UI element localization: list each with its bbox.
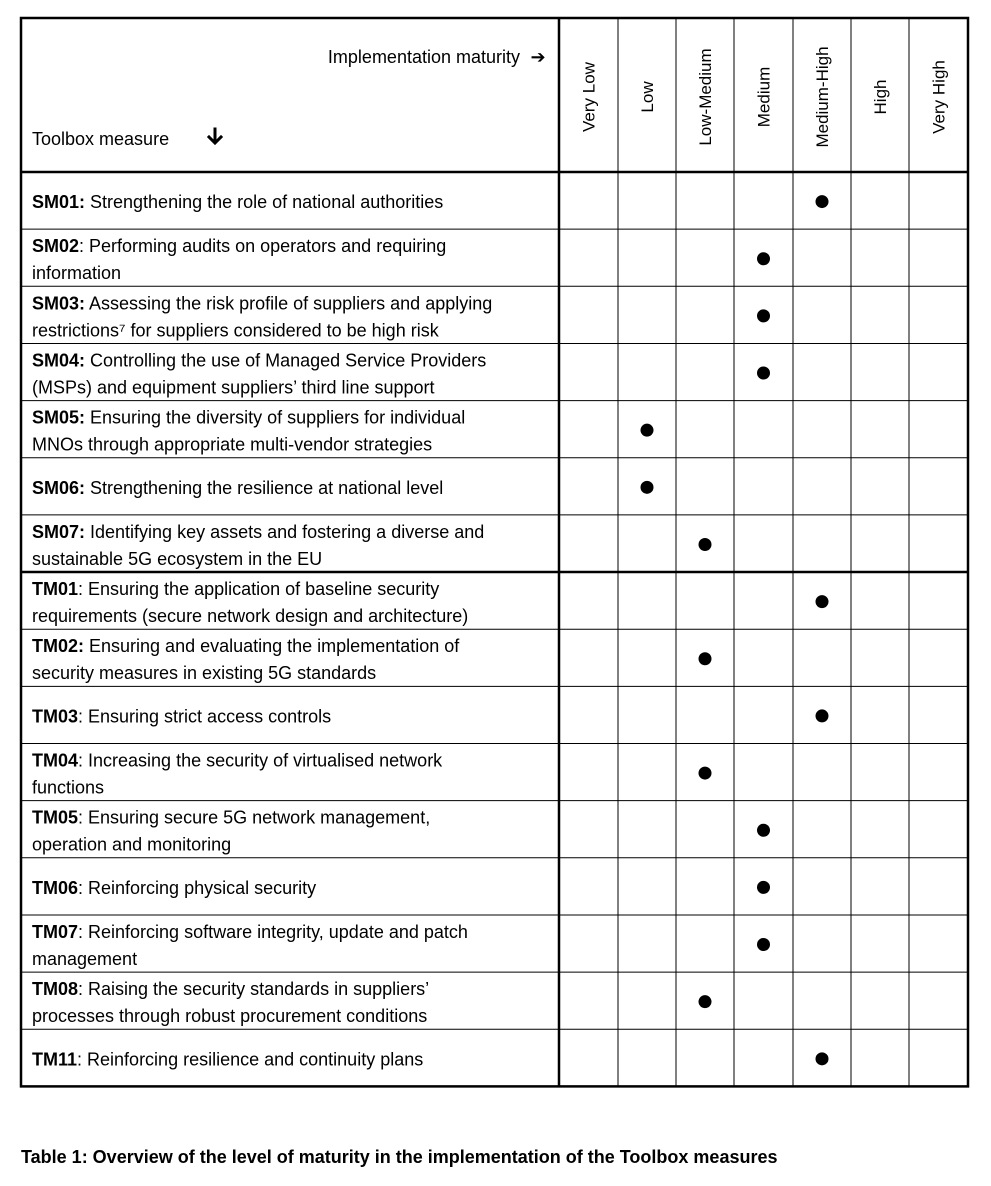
level-header-very-low: Very Low: [579, 62, 599, 132]
maturity-dot: [757, 824, 770, 837]
measure-text: [32, 192, 443, 212]
table-row: [32, 478, 654, 498]
table-row: [32, 636, 712, 683]
measure-text-continued: restrictions⁷ for suppliers considered to be high risk: [32, 320, 439, 341]
maturity-dot: [641, 481, 654, 494]
table-row: [32, 979, 712, 1026]
measure-text: [32, 1049, 423, 1069]
table-row: [32, 293, 770, 340]
measure-code: SM03:: [32, 293, 86, 314]
implementation-maturity-label: [328, 47, 520, 67]
toolbox-measure-text: Toolbox measure: [32, 129, 170, 149]
table-body: [32, 192, 829, 1069]
table-row: [32, 808, 770, 855]
measure-text: [32, 350, 486, 370]
measure-text: [32, 522, 484, 542]
maturity-dot: [757, 881, 770, 894]
maturity-dot: [757, 367, 770, 380]
measure-description: : Ensuring secure 5G network management,: [78, 807, 431, 828]
measure-code: TM01: [32, 579, 79, 600]
table-row: [32, 1049, 829, 1069]
measure-text-continued: sustainable 5G ecosystem in the EU: [32, 548, 323, 569]
measure-description: : Reinforcing software integrity, update and patch: [78, 921, 468, 942]
table-row: [32, 408, 654, 455]
table-caption: Table 1: Overview of the level of maturity in the implementation of the Toolbox measures: [21, 1147, 778, 1167]
measure-text: [32, 636, 460, 656]
measure-code: TM08: [32, 979, 79, 1000]
measure-description: Ensuring and evaluating the implementation of: [84, 636, 460, 657]
measure-description: : Ensuring strict access controls: [78, 706, 332, 727]
maturity-dot: [757, 252, 770, 265]
table-row: [32, 706, 829, 726]
measure-text-continued: processes through robust procurement conditions: [32, 1006, 428, 1027]
table-row: [32, 922, 770, 969]
table-row: [32, 878, 770, 898]
measure-text: [32, 236, 446, 256]
table-row: [32, 236, 770, 283]
measure-text-continued: operation and monitoring: [32, 834, 232, 855]
table-row: [32, 579, 829, 626]
table-row: [32, 192, 829, 212]
level-header-low: Low: [638, 81, 657, 113]
measure-description: : Raising the security standards in suppliers’: [78, 979, 430, 1000]
implementation-maturity-text: Implementation maturity: [327, 47, 520, 67]
measure-text: [32, 878, 316, 898]
measure-description: Ensuring the diversity of suppliers for individual: [85, 407, 466, 428]
measure-text-continued: MNOs through appropriate multi-vendor strategies: [32, 434, 433, 455]
measure-text: [32, 979, 429, 999]
level-header-very-high: Very High: [929, 60, 949, 134]
measure-text-continued: functions: [32, 777, 105, 798]
maturity-dot: [816, 195, 829, 208]
maturity-dot: [699, 538, 712, 551]
measure-text: [32, 408, 465, 428]
measure-code: TM02:: [32, 636, 85, 657]
level-header-high: High: [871, 79, 890, 115]
measure-description: Strengthening the resilience at national level: [85, 477, 444, 498]
maturity-dot: [641, 424, 654, 437]
table-row: [32, 522, 712, 569]
maturity-dot: [757, 309, 770, 322]
maturity-dot: [699, 652, 712, 665]
measure-code: TM05: [32, 807, 79, 828]
measure-text: [32, 808, 430, 828]
toolbox-measure-label: [32, 129, 169, 149]
measure-description: : Reinforcing physical security: [78, 877, 317, 898]
measure-text: [32, 922, 468, 942]
measure-code: SM01:: [32, 192, 86, 212]
measure-code: SM07:: [32, 521, 86, 542]
measure-text-continued: management: [32, 948, 138, 969]
measure-text-continued: requirements (secure network design and architecture): [32, 606, 469, 627]
measure-description: : Increasing the security of virtualised network: [78, 750, 443, 771]
measure-code: TM03: [32, 706, 79, 727]
measure-text: [32, 579, 439, 599]
maturity-dot: [699, 767, 712, 780]
measure-description: Strengthening the role of national authorities: [85, 192, 444, 212]
measure-text-continued: (MSPs) and equipment suppliers’ third line support: [32, 377, 435, 398]
measure-text: [32, 706, 331, 726]
measure-text-continued: security measures in existing 5G standards: [32, 663, 377, 684]
measure-code: SM05:: [32, 407, 86, 428]
measure-text: [32, 751, 443, 771]
measure-code: SM06:: [32, 477, 86, 498]
measure-code: TM06: [32, 877, 79, 898]
measure-description: Controlling the use of Managed Service Providers: [85, 350, 487, 371]
measure-code: TM07: [32, 921, 79, 942]
measure-text: [32, 478, 443, 498]
measure-code: SM02: [32, 236, 80, 257]
measure-description: : Performing audits on operators and requiring: [79, 236, 447, 257]
measure-description: : Reinforcing resilience and continuity plans: [77, 1049, 424, 1070]
table-header: [32, 47, 546, 149]
level-header-medium: Medium: [754, 66, 774, 128]
measure-code: TM04: [32, 750, 79, 771]
maturity-dot: [757, 938, 770, 951]
level-column-headers: [580, 46, 949, 147]
measure-description: Identifying key assets and fostering a diverse and: [85, 521, 485, 542]
right-arrow-icon: ➔: [530, 47, 546, 67]
table-row: [32, 350, 770, 397]
measure-text-continued: information: [32, 263, 122, 284]
measure-code: TM11: [32, 1049, 78, 1070]
maturity-dot: [699, 995, 712, 1008]
maturity-dot: [816, 709, 829, 722]
level-header-medium-high: Medium-High: [813, 46, 832, 148]
maturity-dot: [816, 1052, 829, 1065]
measure-description: : Ensuring the application of baseline security: [78, 579, 440, 600]
measure-description: Assessing the risk profile of suppliers and applying: [85, 293, 493, 314]
down-arrow-icon: [209, 129, 221, 143]
maturity-dot: [816, 595, 829, 608]
table-row: [32, 751, 712, 798]
level-header-low-medium: Low-Medium: [696, 48, 715, 146]
measure-text: [32, 293, 492, 313]
measure-code: SM04:: [32, 350, 86, 371]
